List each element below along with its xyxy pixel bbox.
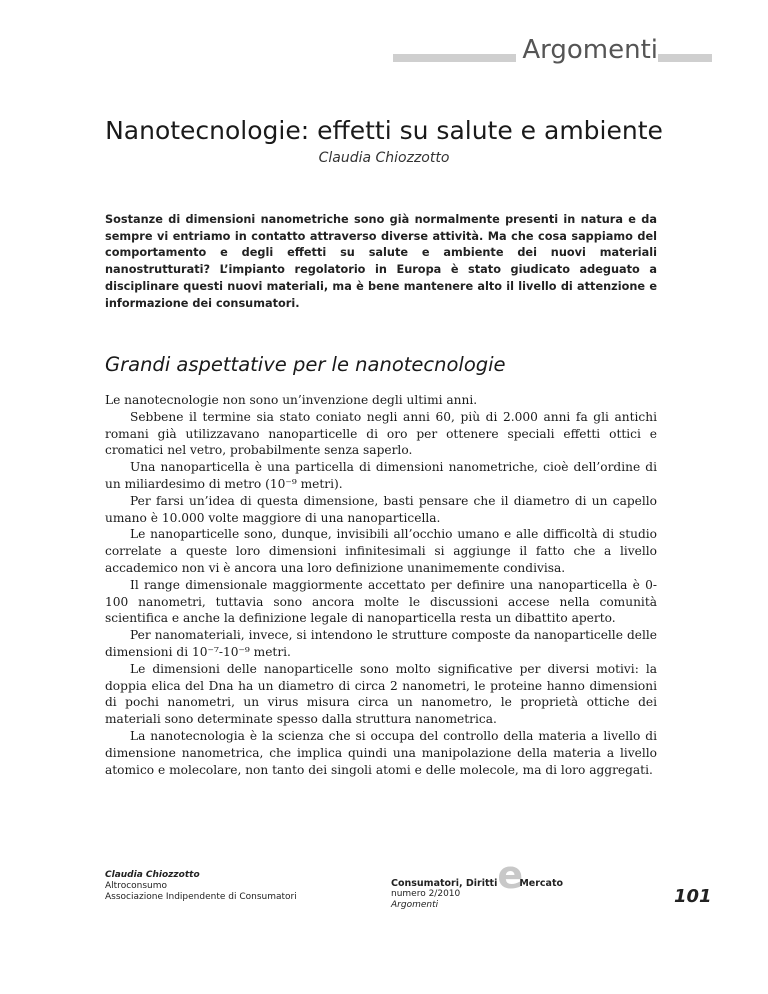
running-header-section: Argomenti [516,34,658,66]
paragraph: La nanotecnologia è la scienza che si occupa del controllo della materia a livello di dimensione nanometrica, che implica quindi una manipolazione della materia a livello atomico e molecolare, non tanto dei singoli atomi e delle molecole, ma di loro aggregati. [105,728,657,777]
paragraph: Le dimensioni delle nanoparticelle sono molto significative per diversi motivi: la doppia elica del Dna ha un diametro di circa 2 nanometri, le proteine hanno dimensioni di pochi nanometri, un virus misura circa un nanometro, le proprietà ottiche dei materiali sono determinate spesso dalla struttura nanometrica. [105,661,657,727]
page-number: 101 [674,886,712,907]
article-abstract: Sostanze di dimensioni nanometriche sono già normalmente presenti in natura e da sempre vi entriamo in contatto attraverso diverse attività. Ma che cosa sappiamo del comportamento e degli effetti su salute e ambiente dei nuovi materiali nanostrutturati? L’impianto regolatorio in Europa è stato giudicato adeguato a disciplinare questi nuovi materiali, ma è bene mantenere alto il livello di attenzione e informazione dei consumatori. [105,213,657,310]
journal-section: Argomenti [391,900,439,910]
paragraph: Il range dimensionale maggiormente accettato per definire una nanoparticella è 0-100 nanometri, tuttavia sono ancora molte le discussioni accese nella comunità scientifica e anche la definizione legale di nanoparticella resta un dibattito aperto. [105,577,657,626]
paragraph: Per farsi un’idea di questa dimensione, basti pensare che il diametro di un capello umano è 10.000 volte maggiore di una nanoparticella. [105,493,657,525]
paragraph: Per nanomateriali, invece, si intendono le strutture composte da nanoparticelle delle dimensioni di 10⁻⁷-10⁻⁹ metri. [105,628,657,659]
paragraph: Sebbene il termine sia stato coniato negli anni 60, più di 2.000 anni fa gli antichi romani già utilizzavano nanoparticelle di oro per ottenere speciali effetti ottici e cromatici nel vetro, probabilmente senza saperlo. [105,409,657,458]
footer-org-full: Associazione Indipendente di Consumatori [105,892,297,902]
body-text [105,392,657,778]
section-heading: Grandi aspettative per le nanotecnologie [105,353,506,376]
footer-author-block [105,870,297,903]
journal-title-part1: Consumatori, Diritti [391,878,498,889]
footer-org: Altroconsumo [105,881,168,891]
journal-title-part2: Mercato [519,878,564,889]
paragraph: Una nanoparticella è una particella di dimensioni nanometriche, cioè dell’ordine di un miliardesimo di metro (10⁻⁹ metri). [105,460,657,491]
journal-issue: numero 2/2010 [391,889,461,899]
footer-author-name: Claudia Chiozzotto [105,870,200,880]
article-title: Nanotecnologie: effetti su salute e ambiente [105,116,663,145]
paragraph: Le nanoparticelle sono, dunque, invisibili all’occhio umano e alle difficoltà di studio correlate a queste loro dimensioni infinitesimali si aggiunge il fatto che a livello accademico non vi è ancora una loro definizione unanimemente condivisa. [105,527,657,575]
footer-journal-block [391,853,564,911]
article-author: Claudia Chiozzotto [318,150,450,166]
paragraph: Le nanotecnologie non sono un’invenzione degli ultimi anni. [105,393,478,407]
journal-logo-e: e [497,853,524,897]
